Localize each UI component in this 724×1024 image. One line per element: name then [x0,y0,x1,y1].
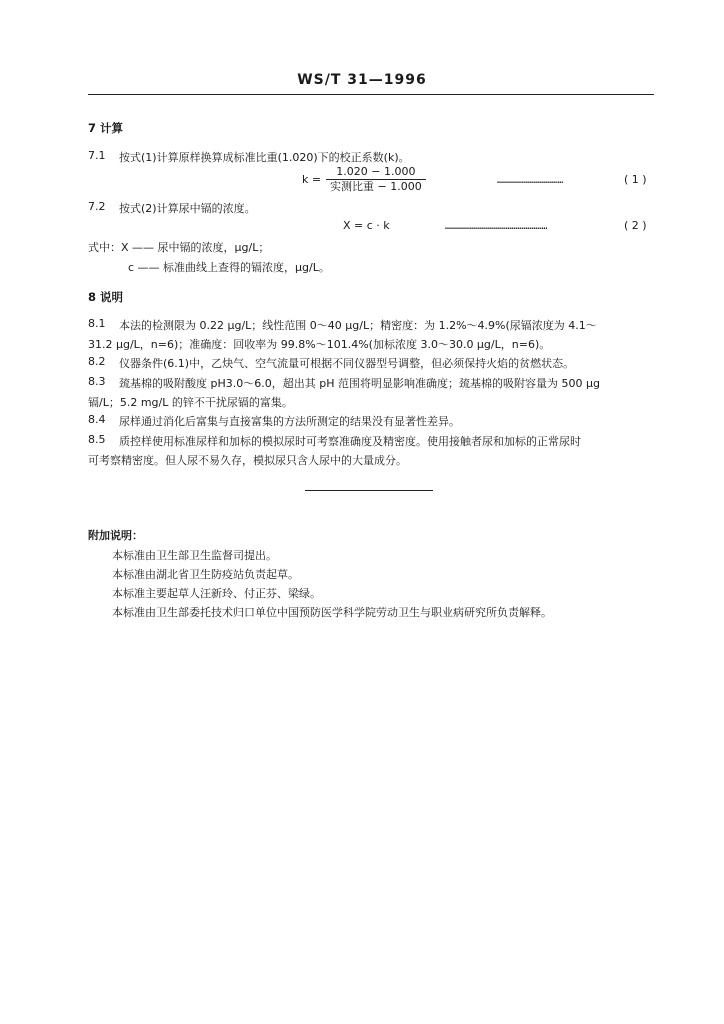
para-7-2-text: 按式(2)计算尿中镉的浓度。 [119,202,256,215]
eq1-label: ( 1 ) [624,173,647,186]
para-8-5-number: 8.5 [88,433,106,446]
para-8-2-text: 仪器条件(6.1)中，乙炔气、空气流量可根据不同仪器型号调整，但必须保持火焰的贫燃状态。 [119,357,575,370]
para-8-2-number: 8.2 [88,355,106,368]
para-8-1-number: 8.1 [88,317,106,330]
para-7-2-number: 7.2 [88,200,106,213]
appendix-line-1: 本标准由卫生部卫生监督司提出。 [112,549,277,562]
para-8-5-line1: 质控样使用标准尿样和加标的模拟尿时可考察准确度及精密度。使用接触者尿和加标的正常尿时 [119,435,581,448]
para-8-4-number: 8.4 [88,413,106,426]
appendix-line-4: 本标准由卫生部委托技术归口单位中国预防医学科学院劳动卫生与职业病研究所负责解释。 [112,606,552,619]
section-7-heading: 7 计算 [88,121,124,135]
appendix-line-2: 本标准由湖北省卫生防疫站负责起草。 [112,568,299,581]
eq1-lhs: k = [302,173,322,186]
para-8-5-line2: 可考察精密度。但人尿不易久存，模拟尿只含人尿中的大量成分。 [88,454,407,467]
eq1-denominator: 实测比重 − 1.000 [330,180,422,193]
header-rule [88,94,654,95]
para-7-1-number: 7.1 [88,149,106,162]
para-8-3-line1: 巯基棉的吸附酸度 pH3.0～6.0，超出其 pH 范围将明显影响准确度；巯基棉的吸附容量为 500 μg [119,377,600,390]
para-8-1-line1: 本法的检测限为 0.22 μg/L；线性范围 0～40 μg/L；精密度：为 1.2%～4.9%(尿镉浓度为 4.1～ [119,319,597,332]
eq1-fraction [326,165,426,194]
where-clause-x: 式中：X —— 尿中镉的浓度，μg/L； [88,241,270,254]
eq2-leader-dots: …………………………………………… [445,221,548,232]
para-8-3-number: 8.3 [88,375,106,388]
eq1-leader-dots: …………………………… [497,175,564,186]
eq2-formula: X = c · k [343,219,390,232]
para-8-3-line2: 镉/L；5.2 mg/L 的锌不干扰尿镉的富集。 [88,396,293,409]
standard-number-header: WS/T 31—1996 [297,72,427,88]
eq2-label: ( 2 ) [624,219,647,232]
appendix-heading: 附加说明： [88,529,143,542]
section-8-heading: 8 说明 [88,290,124,304]
para-8-4-text: 尿样通过消化后富集与直接富集的方法所测定的结果没有显著性差异。 [119,415,460,428]
para-8-1-line2: 31.2 μg/L，n=6)；准确度：回收率为 99.8%～101.4%(加标浓度 3.0～30.0 μg/L，n=6)。 [88,338,551,351]
where-clause-c: c —— 标准曲线上查得的镉浓度，μg/L。 [128,261,330,274]
appendix-line-3: 本标准主要起草人汪新玲、付正芬、梁绿。 [112,587,321,600]
para-7-1-text: 按式(1)计算原样换算成标准比重(1.020)下的校正系数(k)。 [119,151,410,164]
section-divider [305,490,433,491]
eq1-numerator: 1.020 − 1.000 [326,165,426,180]
